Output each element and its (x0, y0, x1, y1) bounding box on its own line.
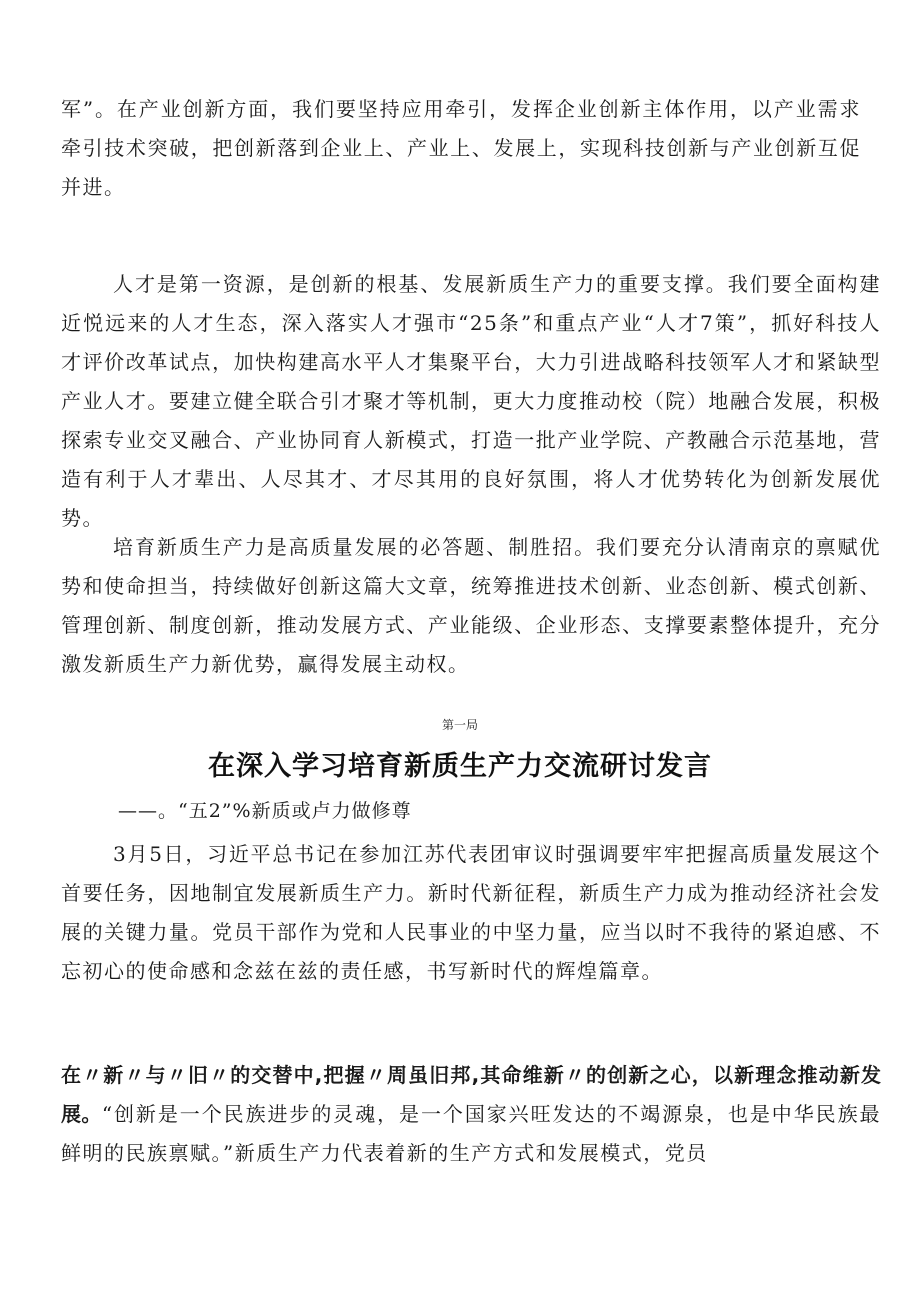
paragraph-industry-innovation: 军”。在产业创新方面，我们要坚持应用牵引，发挥企业创新主体作用，以产业需求牵引技术突破，把创新落到企业上、产业上、发展上，实现科技创新与产业创新互促并进。 (61, 97, 861, 199)
paragraph-talent: 人才是第一资源，是创新的根基、发展新质生产力的重要支撑。我们要全面构建近悦远来的人才生态，深入落实人才强市“25条”和重点产业“人才7策”，抓好科技人才评价改革试点，加快构建高水平人才集聚平台，大力引进战略科技领军人才和紧缺型产业人才。要建立健全联合引才聚才等机制，更大力度推动校（院）地融合发展，积极探索专业交叉融合、产业协同育人新模式，打造一批产业学院、产教融合示范基地，营造有利于人才辈出、人尽其才、才尽其用的良好氛围，将人才优势转化为创新发展优势。 (61, 272, 881, 530)
paragraph-new-and-old (61, 1056, 881, 1173)
paragraph-march-5: 3月5日，习近平总书记在参加江苏代表团审议时强调要牢牢把握高质量发展这个首要任务，因地制宜发展新质生产力。新时代新征程，新质生产力成为推动经济社会发展的关键力量。党员干部作为党和人民事业的中坚力量，应当以时不我待的紧迫感、不忘初心的使命感和念兹在兹的责任感，书写新时代的辉煌篇章。 (61, 842, 881, 983)
section-title: 在深入学习培育新质生产力交流研讨发言 (208, 751, 712, 782)
paragraph-new-productivity: 培育新质生产力是高质量发展的必答题、制胜招。我们要充分认清南京的禀赋优势和使命担当，持续做好创新这篇大文章，统筹推进技术创新、业态创新、模式创新、管理创新、制度创新，推动发展方式、产业能级、企业形态、支撑要素整体提升，充分激发新质生产力新优势，赢得发展主动权。 (61, 535, 881, 676)
paragraph-body: “创新是一个民族进步的灵魂，是一个国家兴旺发达的不竭源泉，也是中华民族最鲜明的民族禀赋。”新质生产力代表着新的生产方式和发展模式，党员 (61, 1102, 881, 1165)
paragraph-lead-heading: 在〃新〃与〃旧〃的交替中,把握〃周虽旧邦,其命维新〃的创新之心，以新理念推动新发展。 (61, 1063, 881, 1126)
section-subtitle: ——。“五2”%新质或卢力做修尊 (118, 800, 412, 822)
section-label: 第一局 (441, 718, 478, 732)
